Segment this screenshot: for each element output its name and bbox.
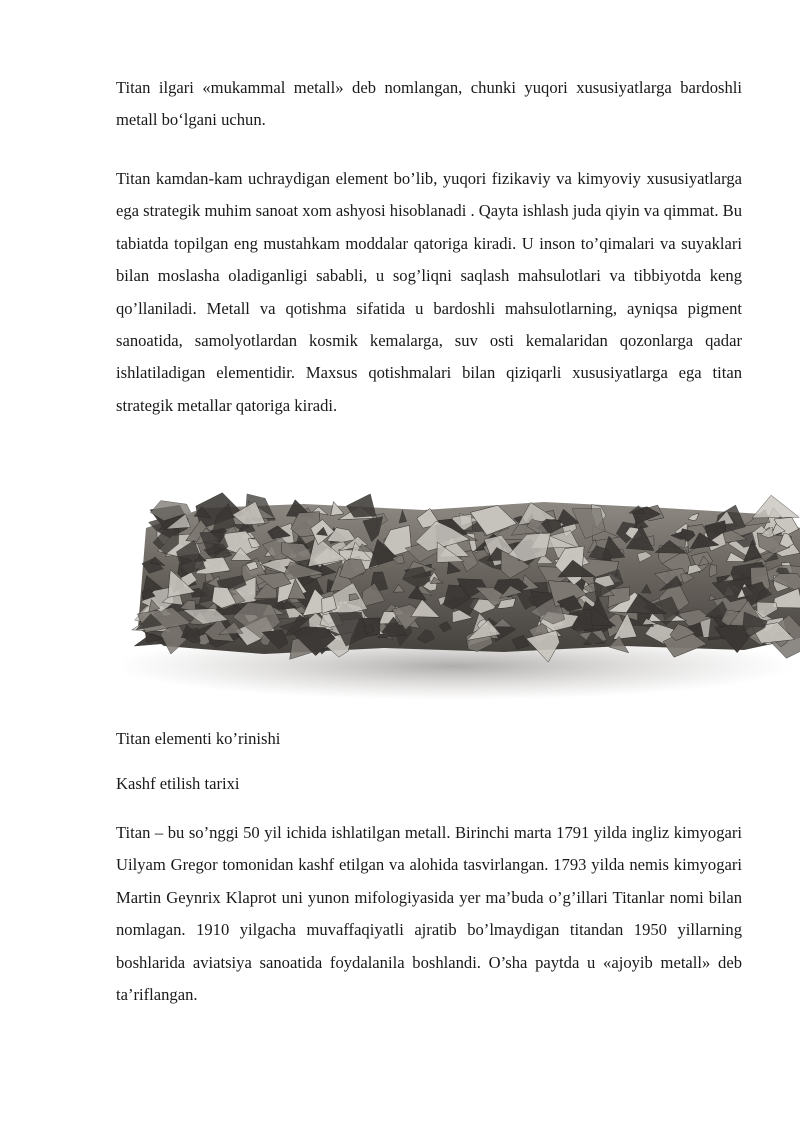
paragraph-history: Titan – bu so’nggi 50 yil ichida ishlatilgan metall. Birinchi marta 1791 yilda ingliz kimyogari Uilyam Gregor tomonidan kashf etilgan va alohida tasvirlangan. 1793 yilda nemis kimyogari Martin Geynrix Klaprot uni yunon mifologiyasida yer ma’buda o’g’illari Titanlar nomi bilan nomlagan. 1910 yilgacha muvaffaqiyatli ajratib bo’lmaydigan titandan 1950 yillarning boshlarida aviatsiya sanoatida foydalanila boshlandi. O’sha paytda u «ajoyib metall» deb ta’riflangan. — [116, 823, 742, 1005]
paragraph-intro: Titan ilgari «mukammal metall» deb nomlangan, chunki yuqori xususiyatlarga bardoshli metall boʻlgani uchun. — [116, 78, 742, 130]
titanium-crystal-image — [124, 488, 800, 710]
section-heading: Kashf etilish tarixi — [116, 774, 240, 793]
figure-caption: Titan elementi ko’rinishi — [116, 729, 281, 748]
paragraph-properties: Titan kamdan-kam uchraydigan element bo’lib, yuqori fizikaviy va kimyoviy xususiyatlarga ega strategik muhim sanoat xom ashyosi hisoblanadi . Qayta ishlash juda qiyin va qimmat. Bu tabiatda topilgan eng mustahkam moddalar qatoriga kiradi. U inson to’qimalari va suyaklari bilan moslasha oladiganligi sababli, u sog’liqni saqlash mahsulotlari va tibbiyotda keng qo’llaniladi. Metall va qotishma sifatida u bardoshli mahsulotlarning, ayniqsa pigment sanoatida, samolyotlardan kosmik kemalarga, suv osti kemalaridan qozonlarga qadar ishlatiladigan elementidir. Maxsus qotishmalari bilan qiziqarli xususiyatlarga ega titan strategik metallar qatoriga kiradi. — [116, 169, 742, 415]
titanium-crystal-illustration — [124, 488, 800, 710]
